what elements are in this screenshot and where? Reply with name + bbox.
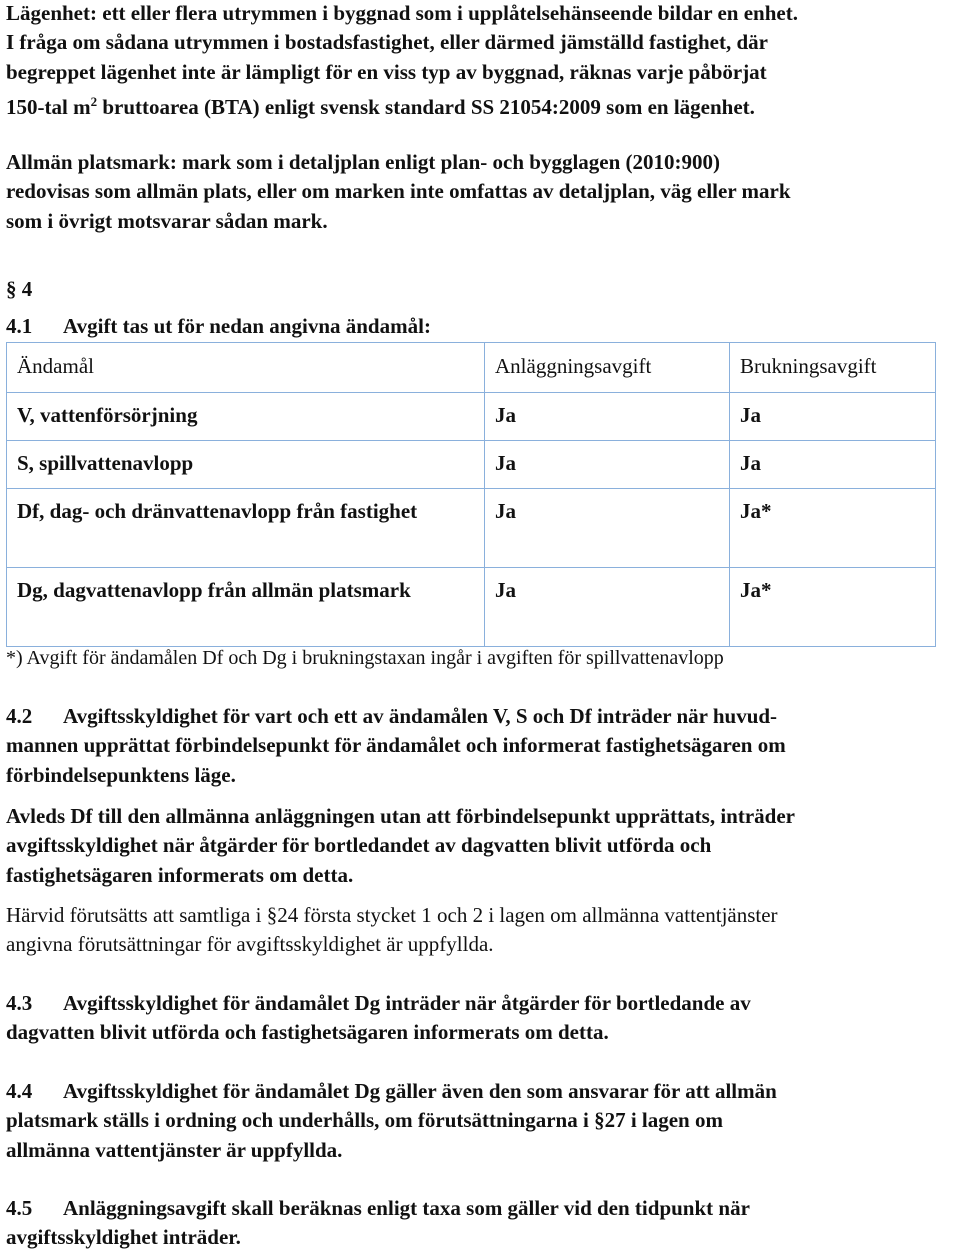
table-cell: Ja: [485, 441, 730, 489]
definition-allman-platsmark: [6, 148, 956, 236]
text-line: bruttoarea (BTA) enligt svensk standard SS 21054:2009 som en lägenhet.: [97, 94, 755, 119]
text-line: I fråga om sådana utrymmen i bostadsfastighet, eller därmed jämställd fastighet, där: [6, 30, 768, 55]
section-number: 4.5: [6, 1196, 33, 1220]
text-line: som i övrigt motsvarar sådan mark.: [6, 208, 328, 233]
text-line: Avgiftsskyldighet för ändamålet Dg inträder när åtgärder för bortledande av: [63, 991, 751, 1015]
table-cell: Ja: [485, 393, 730, 441]
table-row: [7, 393, 936, 441]
table-cell: Ja: [485, 568, 730, 647]
section-4-4: [6, 1077, 956, 1165]
text-line: mannen upprättat förbindelsepunkt för ändamålet och informerat fastighetsägaren om: [6, 733, 786, 758]
table-cell: Ja: [730, 441, 936, 489]
paragraph-avleds: [6, 802, 956, 890]
header-cell: Anläggningsavgift: [485, 343, 730, 393]
section-text: Avgift tas ut för nedan angivna ändamål:: [63, 314, 431, 338]
text-line: platsmark ställs i ordning och underhålls, om förutsättningarna i §27 i lagen om: [6, 1108, 723, 1133]
text-line: Avgiftsskyldighet för vart och ett av ändamålen V, S och Df inträder när huvud-: [63, 704, 778, 728]
section-4-1: [6, 312, 956, 341]
section-4-5: [6, 1194, 956, 1253]
text-line: avgiftsskyldighet när åtgärder för bortledandet av dagvatten blivit utförda och: [6, 833, 712, 858]
text-line: Allmän platsmark: mark som i detaljplan enligt plan- och bygglagen (2010:900): [6, 150, 721, 174]
table-row: [7, 568, 936, 647]
text-line: 150-tal m: [6, 94, 91, 119]
header-cell: Brukningsavgift: [730, 343, 936, 393]
fee-table: [6, 342, 936, 647]
definition-lagenhet: [6, 0, 956, 122]
text-line: Avgiftsskyldighet för ändamålet Dg gäller även den som ansvarar för att allmän: [63, 1079, 777, 1103]
text-line: Avleds Df till den allmänna anläggningen utan att förbindelsepunkt upprättats, inträder: [6, 804, 795, 828]
table-cell: Ja: [485, 489, 730, 568]
text-line: allmänna vattentjänster är uppfyllda.: [6, 1137, 343, 1162]
table-cell: Ja*: [730, 568, 936, 647]
section-number: 4.2: [6, 704, 33, 728]
text-line: Härvid förutsätts att samtliga i §24 första stycket 1 och 2 i lagen om allmänna vattentjänster: [6, 903, 778, 927]
table-footnote: *) Avgift för ändamålen Df och Dg i brukningstaxan ingår i avgiften för spillvattenavlopp: [6, 647, 724, 669]
text-line: dagvatten blivit utförda och fastighetsägaren informerats om detta.: [6, 1020, 609, 1045]
text-line: redovisas som allmän plats, eller om marken inte omfattas av detaljplan, väg eller mark: [6, 179, 791, 204]
paragraph-harvid: [6, 901, 956, 960]
section-heading: § 4: [6, 277, 33, 301]
section-number: 4.4: [6, 1079, 33, 1103]
section-4-3: [6, 989, 956, 1048]
text-line: avgiftsskyldighet inträder.: [6, 1225, 241, 1250]
table-cell: Dg, dagvattenavlopp från allmän platsmark: [7, 568, 485, 647]
section-number: 4.3: [6, 991, 33, 1015]
text-line: begreppet lägenhet inte är lämpligt för en viss typ av byggnad, räknas varje påbörjat: [6, 59, 767, 84]
table-cell: Df, dag- och dränvattenavlopp från fastighet: [7, 489, 485, 568]
text-line: fastighetsägaren informerats om detta.: [6, 862, 354, 887]
text-line: Anläggningsavgift skall beräknas enligt taxa som gäller vid den tidpunkt när: [63, 1196, 750, 1220]
table-row: [7, 441, 936, 489]
superscript: 2: [90, 93, 98, 109]
header-cell: Ändamål: [7, 343, 485, 393]
table-row: [7, 489, 936, 568]
section-4-2: [6, 702, 956, 790]
text-line: förbindelsepunktens läge.: [6, 762, 236, 787]
text-line: angivna förutsättningar för avgiftsskyldighet är uppfyllda.: [6, 932, 494, 957]
table-cell: S, spillvattenavlopp: [7, 441, 485, 489]
table-cell: V, vattenförsörjning: [7, 393, 485, 441]
section-number: 4.1: [6, 314, 33, 338]
text-line: Lägenhet: ett eller flera utrymmen i byggnad som i upplåtelsehänseende bildar en enhet.: [6, 1, 798, 25]
table-cell: Ja: [730, 393, 936, 441]
table-cell: Ja*: [730, 489, 936, 568]
table-header-row: [7, 343, 936, 393]
